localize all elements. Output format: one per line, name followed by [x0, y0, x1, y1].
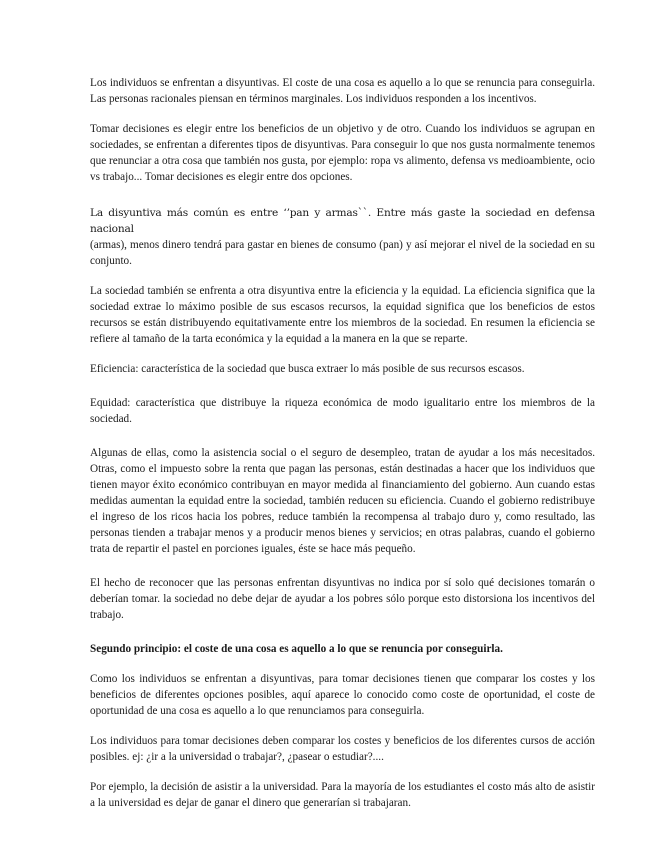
paragraph-3-rest: (armas), menos dinero tendrá para gastar en bienes de consumo (pan) y así mejorar el nivel de la sociedad en su conjunto. — [90, 239, 595, 267]
paragraph-9: Como los individuos se enfrentan a disyuntivas, para tomar decisiones tienen que comparar los costes y los beneficios de diferentes opciones posibles, aquí aparece lo conocido como coste de oportunidad, el coste de oportunidad de una cosa es aquello a lo que renunciamos para conseguirla. — [90, 673, 595, 717]
paragraph-1: Los individuos se enfrentan a disyuntivas. El coste de una cosa es aquello a lo que se renuncia para conseguirla. Las personas racionales piensan en términos marginales. Los individuos responden a los incentivos. — [90, 77, 595, 105]
paragraph-4: La sociedad también se enfrenta a otra disyuntiva entre la eficiencia y la equidad. La eficiencia significa que la sociedad extrae lo máximo posible de sus escasos recursos, la equidad significa que los beneficios de estos recursos se están distribuyendo equitativamente entre los miembros de la sociedad. En resumen la eficiencia se refiere al tamaño de la tarta económica y la equidad a la manera en la que se reparte. — [90, 285, 595, 345]
paragraph-3 — [90, 205, 595, 269]
paragraph-10: Los individuos para tomar decisiones deben comparar los costes y beneficios de los diferentes cursos de acción posibles. ej: ¿ir a la universidad o trabajar?, ¿pasear o estudiar?.... — [90, 735, 595, 763]
paragraph-5: Eficiencia: característica de la sociedad que busca extraer lo más posible de sus recursos escasos. — [90, 363, 525, 375]
paragraph-6: Equidad: característica que distribuye la riqueza económica de modo igualitario entre los miembros de la sociedad. — [90, 397, 595, 425]
paragraph-7: Algunas de ellas, como la asistencia social o el seguro de desempleo, tratan de ayudar a los más necesitados. Otras, como el impuesto sobre la renta que pagan las personas, están destinadas a hacer que los individuos que tienen mayor éxito económico contribuyan en mayor medida al financiamiento del gobierno. Aun cuando estas medidas aumentan la equidad entre la sociedad, también reducen su eficiencia. Cuando el gobierno redistribuye el ingreso de los ricos hacia los pobres, reduce también la recompensa al trabajo duro y, como resultado, las personas tienden a trabajar menos y a producir menos bienes y servicios; en otras palabras, cuando el gobierno trata de repartir el pastel en porciones iguales, éste se hace más pequeño. — [90, 447, 595, 555]
paragraph-2: Tomar decisiones es elegir entre los beneficios de un objetivo y de otro. Cuando los individuos se agrupan en sociedades, se enfrentan a diferentes tipos de disyuntivas. Para conseguir lo que nos gusta normalmente tenemos que renunciar a otra cosa que también nos gusta, por ejemplo: ropa vs alimento, defensa vs medioambiente, ocio vs trabajo... Tomar decisiones es elegir entre dos opciones. — [90, 123, 595, 183]
paragraph-3-lead: La disyuntiva más común es entre ‘’pan y armas``. Entre más gaste la sociedad en defensa nacional — [90, 207, 595, 235]
section-heading: Segundo principio: el coste de una cosa es aquello a lo que se renuncia por conseguirla. — [90, 643, 503, 655]
paragraph-11: Por ejemplo, la decisión de asistir a la universidad. Para la mayoría de los estudiantes el costo más alto de asistir a la universidad es dejar de ganar el dinero que generarían si trabajaran. — [90, 781, 595, 809]
paragraph-8: El hecho de reconocer que las personas enfrentan disyuntivas no indica por sí solo qué decisiones tomarán o deberían tomar. la sociedad no debe dejar de ayudar a los pobres sólo porque esto distorsiona los incentivos del trabajo. — [90, 577, 595, 621]
